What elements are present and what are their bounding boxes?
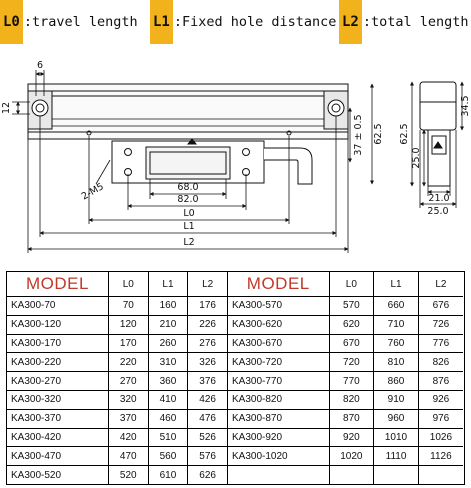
l2-cell: 526 xyxy=(188,428,228,447)
drawing-svg xyxy=(0,44,471,274)
empty-cell xyxy=(418,466,463,484)
l2-cell: 1026 xyxy=(418,428,463,447)
dim-62-5-side: 62.5 xyxy=(399,123,410,145)
table-header-row xyxy=(228,272,463,297)
l0-cell: 270 xyxy=(108,372,148,391)
dim-68: 68.0 xyxy=(177,182,199,193)
dim-l2: L2 xyxy=(183,237,195,248)
dim-25-horizontal: 25.0 xyxy=(427,206,449,217)
l2-cell: 976 xyxy=(418,409,463,428)
model-cell: KA300-1020 xyxy=(228,447,329,466)
model-cell: KA300-420 xyxy=(7,428,108,447)
model-cell: KA300-770 xyxy=(228,372,329,391)
empty-cell xyxy=(329,466,374,484)
dim-82: 82.0 xyxy=(177,194,199,205)
l1-cell: 710 xyxy=(374,315,419,334)
table-row xyxy=(228,428,463,447)
table-row xyxy=(228,447,463,466)
dim-12: 12 xyxy=(1,101,12,115)
model-cell: KA300-670 xyxy=(228,334,329,353)
legend-item-l2 xyxy=(339,0,469,44)
l2-cell: 776 xyxy=(418,334,463,353)
column-header-l1: L1 xyxy=(374,272,419,297)
table-row xyxy=(7,297,228,316)
l2-cell: 226 xyxy=(188,315,228,334)
table-row xyxy=(7,390,228,409)
empty-cell xyxy=(374,466,419,484)
table-row xyxy=(7,428,228,447)
model-cell: KA300-220 xyxy=(7,353,108,372)
legend-key: L1 xyxy=(150,0,173,44)
model-tables xyxy=(6,271,465,485)
model-cell: KA300-870 xyxy=(228,409,329,428)
model-cell: KA300-370 xyxy=(7,409,108,428)
l1-cell: 960 xyxy=(374,409,419,428)
dim-37: 37 ± 0.5 xyxy=(353,114,364,156)
l1-cell: 1110 xyxy=(374,447,419,466)
table-body-left xyxy=(7,297,228,485)
table-header-row xyxy=(7,272,228,297)
table-row xyxy=(228,297,463,316)
l1-cell: 1010 xyxy=(374,428,419,447)
dim-l0: L0 xyxy=(183,208,195,219)
table-body-right xyxy=(228,297,463,485)
l0-cell: 70 xyxy=(108,297,148,316)
legend-item-l1 xyxy=(150,0,336,44)
table-row xyxy=(7,466,228,484)
l2-cell: 376 xyxy=(188,372,228,391)
table-row xyxy=(7,409,228,428)
l2-cell: 926 xyxy=(418,390,463,409)
legend-key: L0 xyxy=(0,0,23,44)
model-cell: KA300-270 xyxy=(7,372,108,391)
table-row xyxy=(7,372,228,391)
l0-cell: 220 xyxy=(108,353,148,372)
table-row xyxy=(228,315,463,334)
empty-cell xyxy=(228,466,329,484)
legend-text: :Fixed hole distance xyxy=(173,14,337,30)
dim-2m5: 2-M5 xyxy=(79,181,106,203)
l2-cell: 326 xyxy=(188,353,228,372)
model-cell: KA300-620 xyxy=(228,315,329,334)
model-cell: KA300-170 xyxy=(7,334,108,353)
table-row xyxy=(228,390,463,409)
l2-cell: 626 xyxy=(199,469,216,481)
l0-cell: 920 xyxy=(329,428,374,447)
l0-cell: 370 xyxy=(108,409,148,428)
l0-cell: 120 xyxy=(108,315,148,334)
model-cell: KA300-120 xyxy=(7,315,108,334)
table-row xyxy=(228,353,463,372)
table-row xyxy=(228,334,463,353)
column-header-model: MODEL xyxy=(228,272,329,297)
l2-cell: 1126 xyxy=(418,447,463,466)
legend-text: :travel length xyxy=(23,14,138,30)
l1-cell: 360 xyxy=(148,372,188,391)
l0-cell: 620 xyxy=(329,315,374,334)
l0-cell: 670 xyxy=(329,334,374,353)
l1-cell: 910 xyxy=(374,390,419,409)
l2-cell: 276 xyxy=(188,334,228,353)
dim-6: 6 xyxy=(36,60,44,71)
model-cell: KA300-570 xyxy=(228,297,329,316)
model-cell: KA300-720 xyxy=(228,353,329,372)
l0-cell: 520 xyxy=(108,466,148,484)
l0-cell: 170 xyxy=(108,334,148,353)
l2-cell: 676 xyxy=(418,297,463,316)
l2-cell: 726 xyxy=(418,315,463,334)
model-cell: KA300-820 xyxy=(228,390,329,409)
legend-item-l0 xyxy=(0,0,138,44)
l1-cell: 660 xyxy=(374,297,419,316)
l1-cell: 160 xyxy=(148,297,188,316)
column-header-model: MODEL xyxy=(7,272,108,297)
l1-cell: 760 xyxy=(374,334,419,353)
model-cell: KA300-520 xyxy=(7,466,108,484)
model-cell: KA300-70 xyxy=(7,297,108,316)
dim-l1: L1 xyxy=(183,221,195,232)
l2-cell: 176 xyxy=(188,297,228,316)
l0-cell: 720 xyxy=(329,353,374,372)
l0-cell: 570 xyxy=(329,297,374,316)
column-header-l2: L2 xyxy=(188,272,228,297)
l0-cell: 420 xyxy=(108,428,148,447)
l1-cell: 310 xyxy=(148,353,188,372)
l0-cell: 470 xyxy=(108,447,148,466)
table-row xyxy=(228,372,463,391)
l1-cell: 410 xyxy=(148,390,188,409)
l1-cell: 510 xyxy=(148,428,188,447)
dim-62-5: 62.5 xyxy=(373,123,384,145)
dim-34-5: 34.5 xyxy=(460,95,471,117)
l1-cell: 260 xyxy=(148,334,188,353)
l2-cell: 826 xyxy=(418,353,463,372)
l0-cell: 870 xyxy=(329,409,374,428)
legend-key: L2 xyxy=(339,0,362,44)
table-row xyxy=(7,353,228,372)
l0-cell: 320 xyxy=(108,390,148,409)
l1-cell: 610 xyxy=(148,466,188,484)
l2-cell: 876 xyxy=(418,372,463,391)
l2-cell: 476 xyxy=(188,409,228,428)
l1-cell: 560 xyxy=(148,447,188,466)
reading-head xyxy=(112,139,312,184)
column-header-l0: L0 xyxy=(329,272,374,297)
l1-cell: 860 xyxy=(374,372,419,391)
model-table-right xyxy=(228,272,463,484)
table-row xyxy=(228,409,463,428)
model-cell: KA300-470 xyxy=(7,447,108,466)
technical-drawing xyxy=(0,44,471,274)
dim-21: 21.0 xyxy=(428,193,450,204)
l1-cell: 460 xyxy=(148,409,188,428)
column-header-l1: L1 xyxy=(148,272,188,297)
l0-cell: 820 xyxy=(329,390,374,409)
table-row-empty xyxy=(228,466,463,484)
model-cell: KA300-320 xyxy=(7,390,108,409)
model-cell: KA300-920 xyxy=(228,428,329,447)
l0-cell: 1020 xyxy=(329,447,374,466)
column-header-l2: L2 xyxy=(418,272,463,297)
model-table-left xyxy=(7,272,228,484)
l2-cell: 426 xyxy=(188,390,228,409)
column-header-l0: L0 xyxy=(108,272,148,297)
scale-body xyxy=(28,84,348,139)
legend-text: :total length xyxy=(362,14,469,30)
l2-cell: 576 xyxy=(188,447,228,466)
l1-cell: 810 xyxy=(374,353,419,372)
l1-cell: 210 xyxy=(148,315,188,334)
table-row xyxy=(7,447,228,466)
legend xyxy=(0,0,471,44)
l0-cell: 770 xyxy=(329,372,374,391)
dim-25-vertical: 25.0 xyxy=(411,147,422,169)
side-profile xyxy=(420,82,456,186)
table-row xyxy=(7,315,228,334)
table-row xyxy=(7,334,228,353)
